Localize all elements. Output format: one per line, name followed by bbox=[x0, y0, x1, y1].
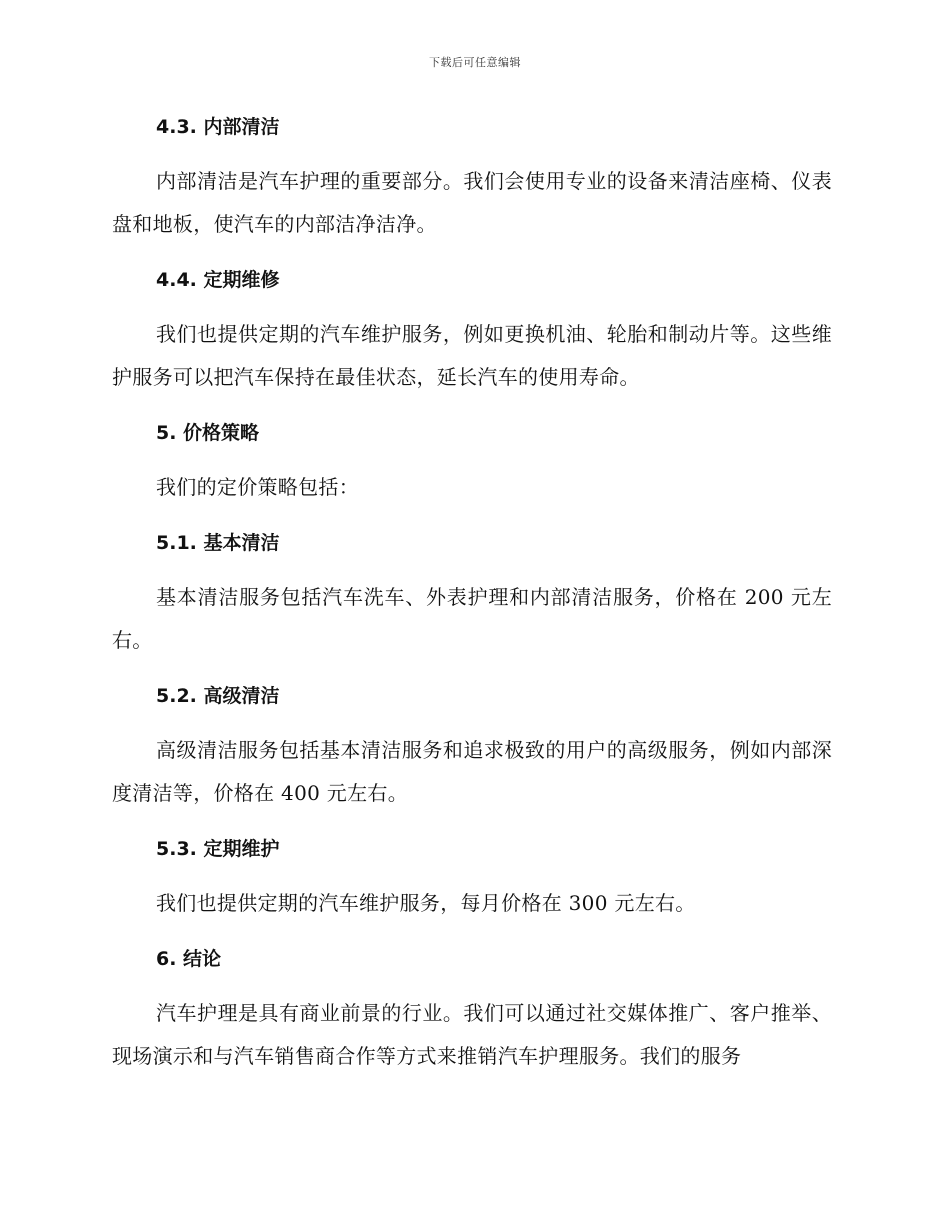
section-heading-5: 5. 价格策略 bbox=[156, 422, 260, 444]
section-heading-5-1: 5.1. 基本清洁 bbox=[156, 532, 280, 554]
paragraph-basic-cleaning: 基本清洁服务包括汽车洗车、外表护理和内部清洁服务，价格在 200 元左右。 bbox=[112, 585, 832, 652]
section-heading-4-4: 4.4. 定期维修 bbox=[156, 269, 280, 291]
page-header: 下载后可任意编辑 bbox=[429, 56, 521, 69]
paragraph-regular-maintenance-price: 我们也提供定期的汽车维护服务，每月价格在 300 元左右。 bbox=[156, 891, 696, 915]
paragraph-pricing-intro: 我们的定价策略包括： bbox=[156, 475, 359, 499]
section-heading-5-3: 5.3. 定期维护 bbox=[156, 838, 280, 860]
paragraph-regular-maintenance: 我们也提供定期的汽车维护服务，例如更换机油、轮胎和制动片等。这些维护服务可以把汽车保持在最佳状态，延长汽车的使用寿命。 bbox=[112, 322, 832, 389]
paragraph-interior-cleaning: 内部清洁是汽车护理的重要部分。我们会使用专业的设备来清洁座椅、仪表盘和地板，使汽车的内部洁净洁净。 bbox=[112, 169, 832, 236]
section-heading-5-2: 5.2. 高级清洁 bbox=[156, 685, 280, 707]
paragraph-advanced-cleaning: 高级清洁服务包括基本清洁服务和追求极致的用户的高级服务，例如内部深度清洁等，价格在 400 元左右。 bbox=[112, 738, 832, 805]
paragraph-conclusion: 汽车护理是具有商业前景的行业。我们可以通过社交媒体推广、客户推举、现场演示和与汽车销售商合作等方式来推销汽车护理服务。我们的服务 bbox=[112, 1001, 832, 1068]
document-body bbox=[112, 108, 832, 1093]
section-heading-6: 6. 结论 bbox=[156, 948, 222, 970]
section-heading-4-3: 4.3. 内部清洁 bbox=[156, 116, 280, 138]
